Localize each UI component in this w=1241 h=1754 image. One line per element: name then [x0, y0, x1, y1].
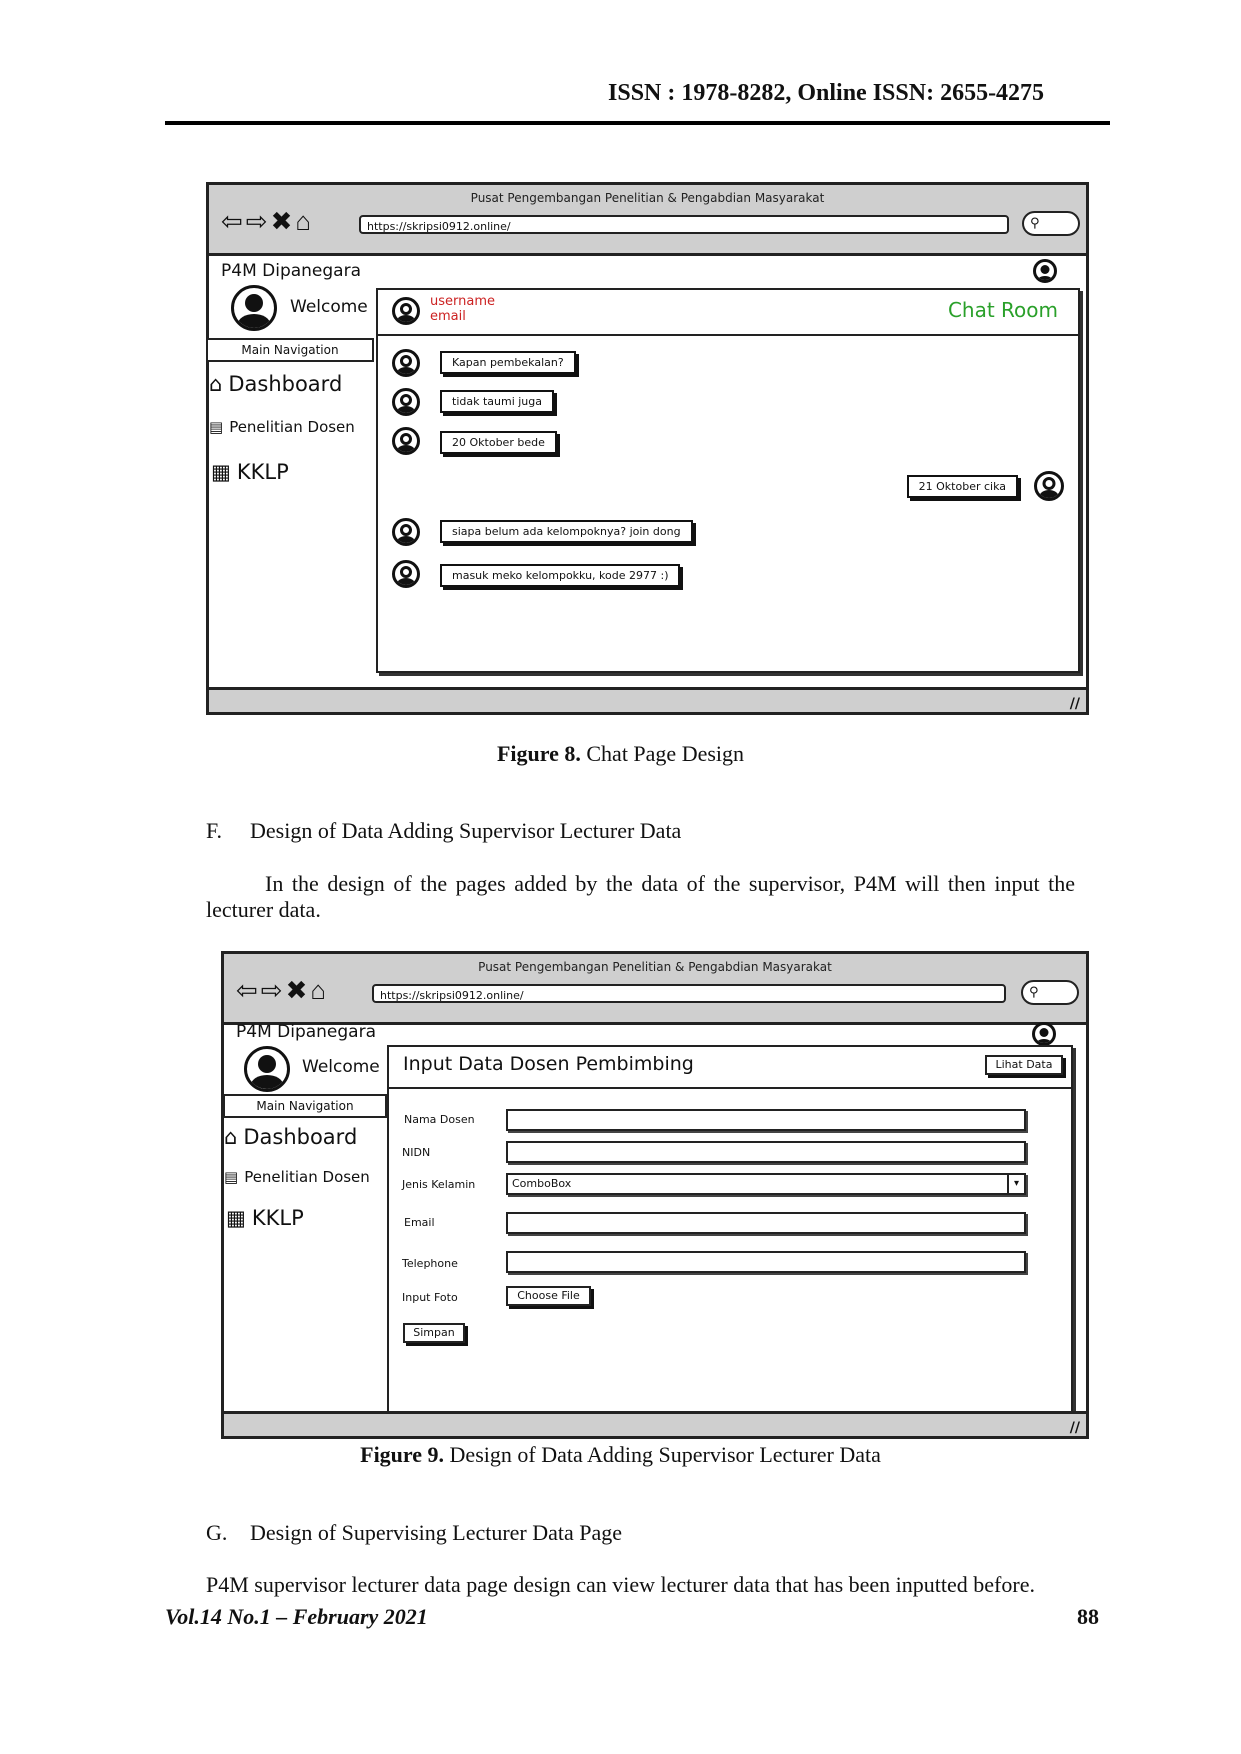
window-title: Pusat Pengembangan Penelitian & Pengabdian Masyarakat [478, 960, 832, 974]
lihat-data-button[interactable]: Lihat Data [985, 1055, 1063, 1075]
chat-message: Kapan pembekalan? [440, 351, 576, 374]
building-icon: ▦ [226, 1206, 246, 1230]
section-g-para: P4M supervisor lecturer data page design can view lecturer data that has been inputted before. [206, 1572, 1035, 1597]
label-email: Email [404, 1216, 435, 1229]
avatar [244, 1046, 290, 1092]
avatar [231, 285, 277, 331]
welcome-text: Welcome [290, 297, 368, 317]
label-jenis-kelamin: Jenis Kelamin [402, 1178, 476, 1191]
chat-message: siapa belum ada kelompoknya? join dong [440, 520, 693, 543]
label-telephone: Telephone [402, 1257, 458, 1270]
label-nama-dosen: Nama Dosen [404, 1113, 475, 1126]
chat-message: masuk meko kelompokku, kode 2977 :) [440, 564, 680, 587]
footer-page-number: 88 [1077, 1604, 1099, 1629]
user-icon [392, 349, 420, 377]
user-icon [392, 560, 420, 588]
user-icon [392, 518, 420, 546]
section-g-title: Design of Supervising Lecturer Data Page [250, 1520, 623, 1545]
chat-message: tidak taumi juga [440, 390, 554, 413]
form-title: Input Data Dosen Pembimbing [403, 1053, 694, 1075]
close-icon[interactable]: ✖ [285, 976, 311, 1005]
chat-message: 20 Oktober bede [440, 431, 557, 454]
user-icon [392, 427, 420, 455]
figure8-caption: Figure 8. Chat Page Design [496, 741, 745, 766]
newspaper-icon: ▤ [209, 418, 224, 436]
back-arrow-icon[interactable]: ⇦ [221, 207, 246, 236]
welcome-text: Welcome [302, 1057, 380, 1077]
nama-dosen-input[interactable] [506, 1109, 1026, 1131]
brand-name: P4M Dipanegara [236, 1022, 377, 1042]
section-f-letter: F. [206, 818, 222, 843]
newspaper-icon: ▤ [224, 1168, 239, 1186]
email-input[interactable] [506, 1212, 1026, 1234]
simpan-button[interactable]: Simpan [403, 1323, 465, 1343]
search-icon[interactable]: ⚲ [1021, 980, 1079, 1005]
label-input-foto: Input Foto [402, 1291, 458, 1304]
label-nidn: NIDN [402, 1146, 431, 1159]
chat-room-title: Chat Room [947, 298, 1058, 322]
close-icon[interactable]: ✖ [270, 207, 296, 236]
user-icon [392, 297, 420, 325]
nav-item-kklp[interactable]: ▦ KKLP [211, 460, 289, 484]
chat-email: email [430, 309, 466, 324]
url-bar[interactable]: https://skripsi0912.online/ [359, 215, 1009, 234]
home-icon[interactable]: ⌂ [310, 976, 329, 1005]
footer-volume: Vol.14 No.1 – February 2021 [165, 1604, 428, 1629]
chat-user-info [430, 294, 495, 324]
figure9-mockup-window [221, 951, 1089, 1439]
window-title: Pusat Pengembangan Penelitian & Pengabdian Masyarakat [470, 191, 825, 205]
browser-titlebar [209, 185, 1086, 256]
user-icon[interactable] [1033, 259, 1057, 283]
house-icon: ⌂ [224, 1125, 238, 1149]
forward-arrow-icon[interactable]: ⇨ [260, 976, 286, 1005]
main-navigation-label: Main Navigation [206, 338, 374, 362]
jenis-kelamin-select[interactable]: ComboBox ▾ [506, 1173, 1026, 1195]
resize-grip-icon[interactable]: // [1069, 696, 1080, 712]
chat-message-own: 21 Oktober cika [907, 475, 1018, 498]
resize-grip-icon[interactable]: // [1069, 1420, 1080, 1436]
browser-nav-buttons [236, 976, 329, 1006]
chat-header [378, 290, 1078, 336]
telephone-input[interactable] [506, 1251, 1026, 1273]
section-f-para-line1: In the design of the pages added by the data of the supervisor, P4M will then input the [265, 871, 1075, 896]
browser-nav-buttons [221, 207, 314, 237]
nav-item-penelitian-dosen[interactable]: ▤ Penelitian Dosen [224, 1168, 370, 1186]
back-arrow-icon[interactable]: ⇦ [236, 976, 261, 1005]
browser-statusbar [224, 1411, 1086, 1436]
url-bar[interactable]: https://skripsi0912.online/ [372, 984, 1006, 1003]
section-g-letter: G. [206, 1520, 228, 1545]
form-panel [387, 1045, 1073, 1413]
figure8-mockup-window [206, 182, 1089, 715]
search-icon[interactable]: ⚲ [1022, 211, 1080, 236]
issn-header: ISSN : 1978-8282, Online ISSN: 2655-4275 [608, 80, 1045, 106]
main-navigation-label: Main Navigation [223, 1094, 387, 1118]
section-f-title: Design of Data Adding Supervisor Lecturer Data [250, 818, 682, 843]
browser-statusbar [209, 687, 1086, 712]
chevron-down-icon[interactable]: ▾ [1007, 1175, 1024, 1193]
building-icon: ▦ [211, 460, 231, 484]
section-f-para-line2: lecturer data. [206, 897, 321, 922]
nav-item-dashboard[interactable]: ⌂ Dashboard [209, 372, 343, 396]
nav-item-penelitian-dosen[interactable]: ▤ Penelitian Dosen [209, 418, 355, 436]
header-rule [165, 121, 1110, 125]
house-icon: ⌂ [209, 372, 223, 396]
user-icon [1034, 471, 1064, 501]
browser-titlebar [224, 954, 1086, 1025]
user-icon[interactable] [1032, 1022, 1056, 1046]
figure9-caption: Figure 9. Design of Data Adding Supervisor Lecturer Data [360, 1442, 881, 1467]
nidn-input[interactable] [506, 1141, 1026, 1163]
choose-file-button[interactable]: Choose File [506, 1286, 591, 1306]
nav-item-kklp[interactable]: ▦ KKLP [226, 1206, 304, 1230]
forward-arrow-icon[interactable]: ⇨ [245, 207, 271, 236]
brand-name: P4M Dipanegara [221, 261, 362, 281]
chat-username: username [430, 294, 495, 309]
home-icon[interactable]: ⌂ [295, 207, 314, 236]
user-icon [392, 388, 420, 416]
nav-item-dashboard[interactable]: ⌂ Dashboard [224, 1125, 358, 1149]
chat-panel [376, 288, 1080, 673]
form-header [389, 1047, 1071, 1089]
